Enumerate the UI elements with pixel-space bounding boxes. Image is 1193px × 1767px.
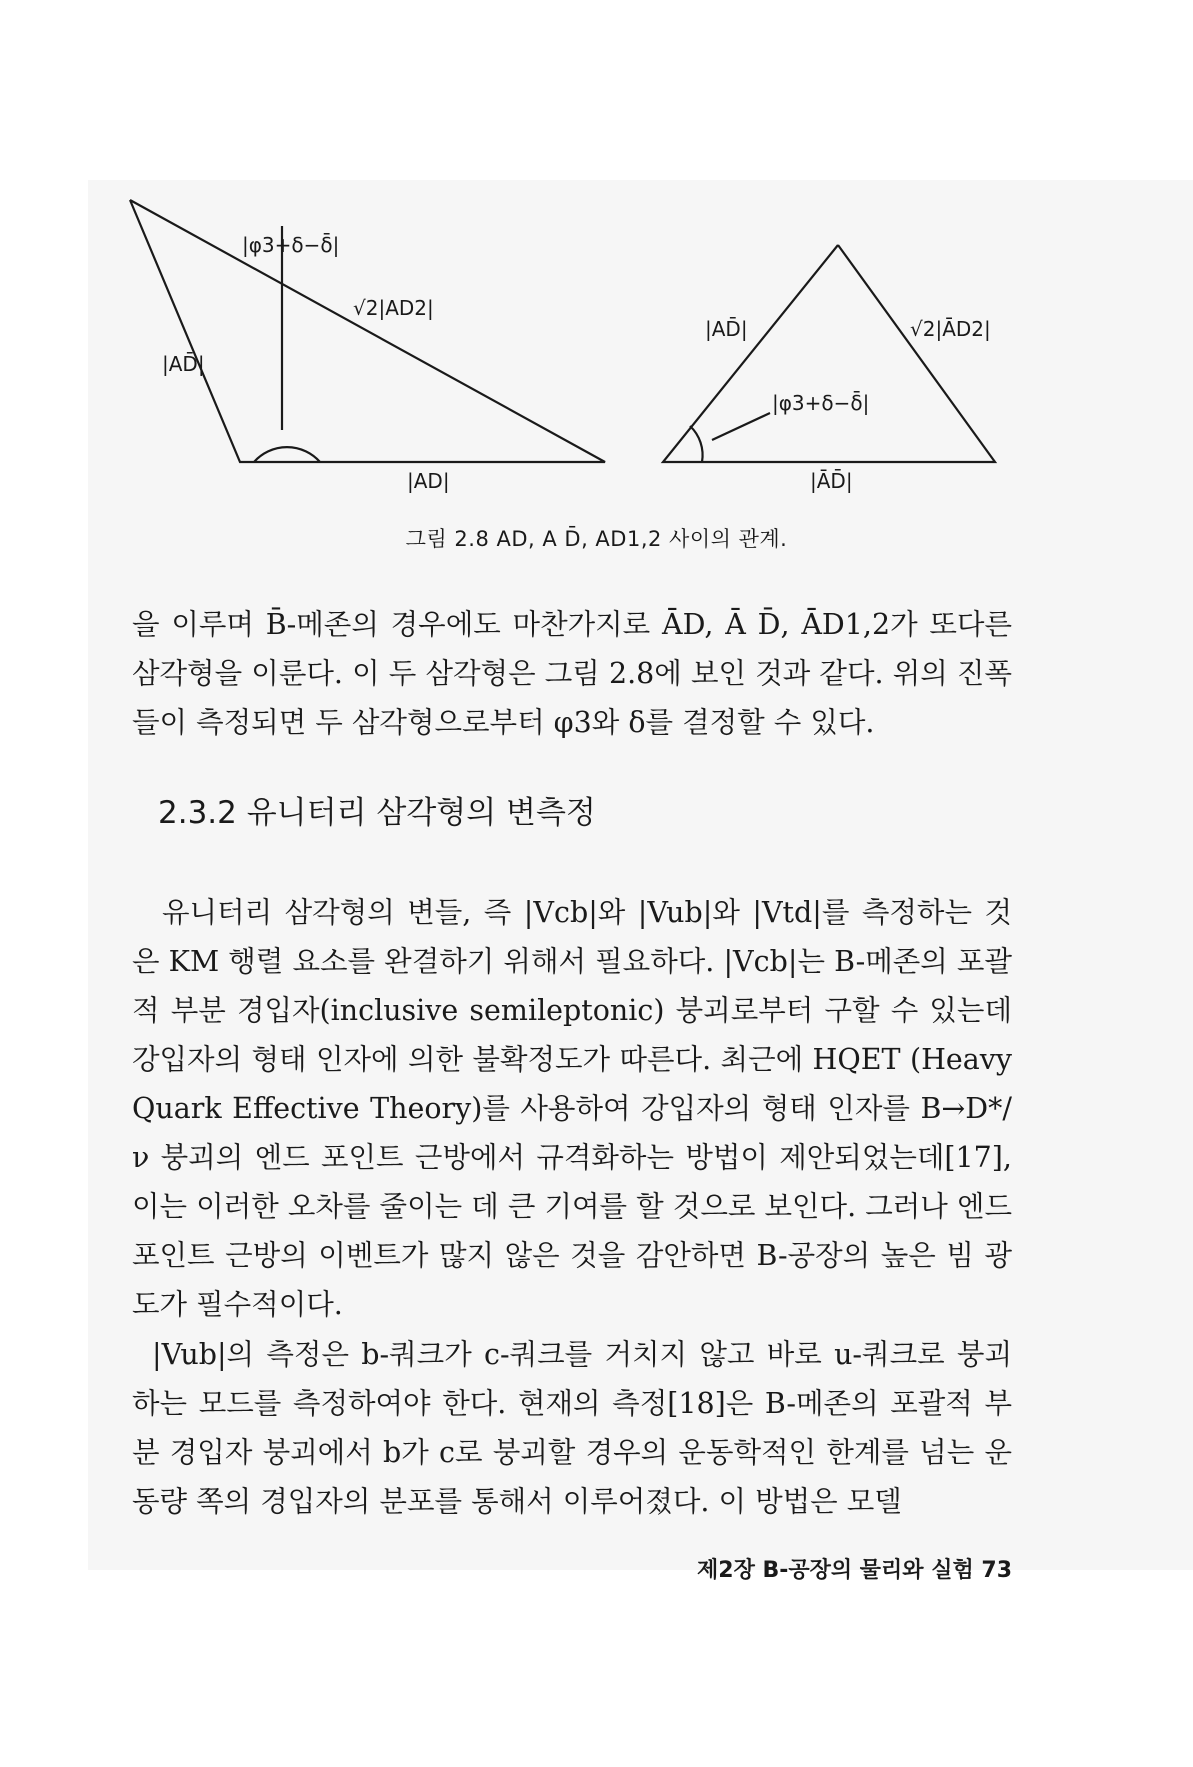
right-angle-arc <box>690 426 703 462</box>
right-label-left: |AD̄| <box>705 317 748 341</box>
left-angle-arc <box>254 447 320 462</box>
left-label-hyp: √2|AD2| <box>353 296 434 320</box>
left-label-bottom: |AD| <box>407 469 450 493</box>
left-triangle <box>130 200 605 462</box>
paragraph-1: 을 이루며 B̄-메존의 경우에도 마찬가지로 ĀD, Ā D̄, ĀD1,2가 또다른 삼각형을 이룬다. 이 두 삼각형은 그림 2.8에 보인 것과 같다. 위의 진폭들이 측정되면 두 삼각형으로부터 φ3와 δ를 결정할 수 있다. <box>132 608 1012 739</box>
right-label-bottom: |ĀD̄| <box>810 469 853 493</box>
figure-2-8 <box>0 0 1193 520</box>
right-label-right: √2|ĀD2| <box>910 317 991 341</box>
paragraph-2: 유니터리 삼각형의 변들, 즉 |Vcb|와 |Vub|와 |Vtd|를 측정하는 것은 KM 행렬 요소를 완결하기 위해서 필요하다. |Vcb|는 B-메존의 포괄적 부분 경입자(inclusive semileptonic) 붕괴로부터 구할 수 있는데 강입자의 형태 인자에 의한 불확정도가 따른다. 최근에 HQET (Heavy Quark Effective Theory)를 사용하여 강입자의 형태 인자를 B→D*/ν 붕괴의 엔드 포인트 근방에서 규격화하는 방법이 제안되었는데[17], 이는 이러한 오차를 줄이는 데 큰 기여를 할 것으로 보인다. 그러나 엔드 포인트 근방의 이벤트가 많지 않은 것을 감안하면 B-공장의 높은 빔 광도가 필수적이다. <box>132 896 1012 1321</box>
figure-caption: 그림 2.8 AD, A D̄, AD1,2 사이의 관계. <box>405 527 788 551</box>
right-triangle <box>663 245 995 462</box>
page-footer: 제2장 B-공장의 물리와 실험 73 <box>697 1558 1012 1583</box>
section-heading: 2.3.2 유니터리 삼각형의 변측정 <box>158 795 596 831</box>
left-label-top: |φ3+δ−δ̄| <box>242 233 340 257</box>
right-label-angle: |φ3+δ−δ̄| <box>772 391 870 415</box>
paragraph-3: |Vub|의 측정은 b-쿼크가 c-쿼크를 거치지 않고 바로 u-쿼크로 붕괴하는 모드를 측정하여야 한다. 현재의 측정[18]은 B-메존의 포괄적 부분 경입자 붕괴에서 b가 c로 붕괴할 경우의 운동학적인 한계를 넘는 운동량 쪽의 경입자의 분포를 통해서 이루어졌다. 이 방법은 모델 <box>132 1338 1012 1518</box>
left-label-left: |AD̄| <box>162 352 205 376</box>
right-leader-line <box>712 413 770 440</box>
